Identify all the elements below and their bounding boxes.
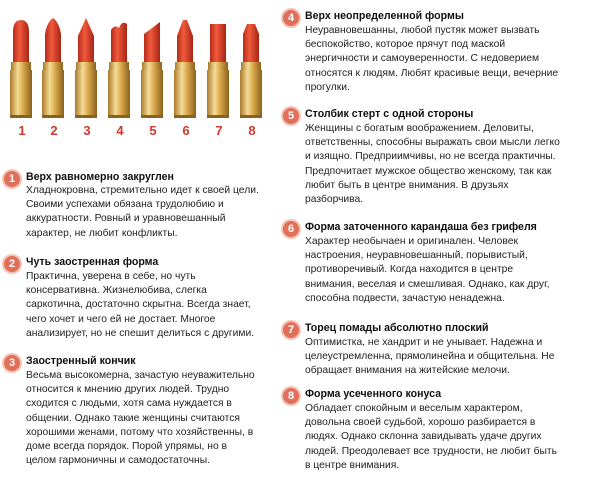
item-description-line: Практична, уверена в себе, но чуть — [26, 271, 196, 282]
lipstick-number-8: 8 — [248, 123, 256, 138]
item-title: Верх равномерно закруглен — [26, 171, 174, 183]
lipstick-3 — [75, 18, 97, 118]
lipstick-number-2: 2 — [50, 123, 58, 138]
item-description-line: Женщины с богатым воображением. Деловиты, — [305, 123, 534, 134]
item-title: Форма заточенного карандаша без грифеля — [305, 221, 537, 233]
item-description-line: доме всегда порядок. Порой упрямы, но в — [26, 441, 228, 452]
item-description-line: относится к мнению других людей. Трудно — [26, 384, 230, 396]
lipstick-number-6: 6 — [182, 123, 190, 138]
item-description-line: и изящно. Предприимчивы, но не всегда практичны. — [305, 151, 556, 163]
lipstick-7 — [207, 24, 229, 118]
item-description-line: в центре внимания. — [305, 459, 400, 471]
item-title: Верх неопределенной формы — [305, 10, 464, 22]
lipstick-5 — [141, 22, 163, 118]
lipstick-number-7: 7 — [215, 123, 223, 138]
item-description-line: прогулки. — [305, 81, 350, 93]
item-description-line: общении. Однако такие женщины считаются — [26, 412, 240, 424]
item-description-line: любит быть в центре внимания. В друзьях — [305, 179, 509, 191]
number-badge: 4 — [283, 10, 299, 26]
number-badge: 6 — [283, 221, 299, 237]
lipstick-number-1: 1 — [18, 123, 26, 138]
item-description-line: чего хочет и чего ей не достает. Многое — [26, 313, 216, 325]
lipstick-1 — [10, 20, 32, 118]
lipstick-4 — [108, 23, 130, 118]
item-description-line: аккуратности. Ровный и уравновешанный — [26, 213, 226, 225]
item-description-line: Оптимистка, не хандрит и не унывает. Надежна и — [305, 337, 543, 348]
lipstick-number-3: 3 — [83, 123, 91, 138]
item-description-line: Характер необычаен и оригиналeн. Человек — [305, 236, 518, 247]
lipstick-number-5: 5 — [149, 123, 157, 138]
item-title: Заостренный кончик — [26, 355, 136, 367]
item-description-line: энергичности и самоуверенности. С недоверием — [305, 53, 540, 65]
number-badge: 5 — [283, 108, 299, 124]
item-description-line: довольна своей судьбой, хорошо разбирается в — [305, 417, 536, 429]
item-description-line: относятся к людям. Любят красивые вещи, вечерние — [305, 67, 559, 79]
item-description-line: способна подвести, зачастую ненадежна. — [305, 292, 505, 304]
lipstick-8 — [240, 24, 262, 118]
lipstick-2 — [42, 18, 64, 118]
item-title: Столбик стерт с одной стороны — [305, 108, 474, 120]
number-badge: 3 — [4, 355, 20, 371]
item-description-line: обращает внимания на житейские мелочи. — [305, 365, 510, 377]
item-description-line: настроения, неуравновешанный, порывистый, — [305, 250, 528, 262]
lipstick-6 — [174, 20, 196, 118]
item-description-line: консервативна. Жизнелюбива, слегка — [26, 285, 207, 297]
item-description-line: целеустремленна, прямолинейна и общительна. Не — [305, 351, 555, 363]
item-description-line: саркотична, достаточно скрытна. Всегда знает, — [26, 299, 251, 311]
item-description-line: людях. Однако склонна завидывать удаче других — [305, 431, 542, 443]
number-badge: 7 — [283, 322, 299, 338]
item-description-line: целом гармоничны и самодостаточны. — [26, 455, 210, 467]
item-description-line: ответственны, способны выражать свои мысли легко — [305, 137, 560, 149]
number-badge: 1 — [4, 171, 20, 187]
item-description-line: беспокойство, которое прячут под маской — [305, 39, 506, 51]
item-description-line: людей. Преодолевает все трудности, не любит быть — [305, 445, 557, 457]
item-title: Форма усеченного конуса — [305, 388, 442, 400]
item-title: Чуть заостренная форма — [26, 256, 159, 268]
item-description-line: Весьма высокомерна, зачастую неуважительно — [26, 370, 255, 381]
item-description-line: сходится с людьми, хотя сама нуждается в — [26, 398, 232, 410]
item-description-line: характер, не любит конфликты. — [26, 227, 178, 239]
item-description-line: Своими успехами обязана трудолюбию и — [26, 199, 224, 211]
item-description-line: Неуравновешанны, любой пустяк может вызвать — [305, 25, 540, 36]
item-description-line: внимания, веселая и смешливая. Однако, как друг, — [305, 278, 550, 290]
item-description-line: хорошими женами, потому что хозяйственны, в — [26, 426, 254, 438]
item-description-line: Хладнокровна, стремительно идет к своей цели. — [26, 185, 259, 196]
item-description-line: Обладает спокойным и веселым характером, — [305, 403, 523, 414]
item-description-line: Предпочитает мужское общество женскому, так как — [305, 165, 552, 177]
lipstick-number-4: 4 — [116, 123, 124, 138]
item-title: Торец помады абсолютно плоский — [305, 322, 489, 334]
number-badge: 8 — [283, 388, 299, 404]
item-description-line: противоречивый. Когда находится в центре — [305, 264, 514, 276]
item-description-line: разборчива. — [305, 194, 364, 205]
number-badge: 2 — [4, 256, 20, 272]
item-description-line: анализирует, но не спешит делиться с другими. — [26, 327, 255, 339]
